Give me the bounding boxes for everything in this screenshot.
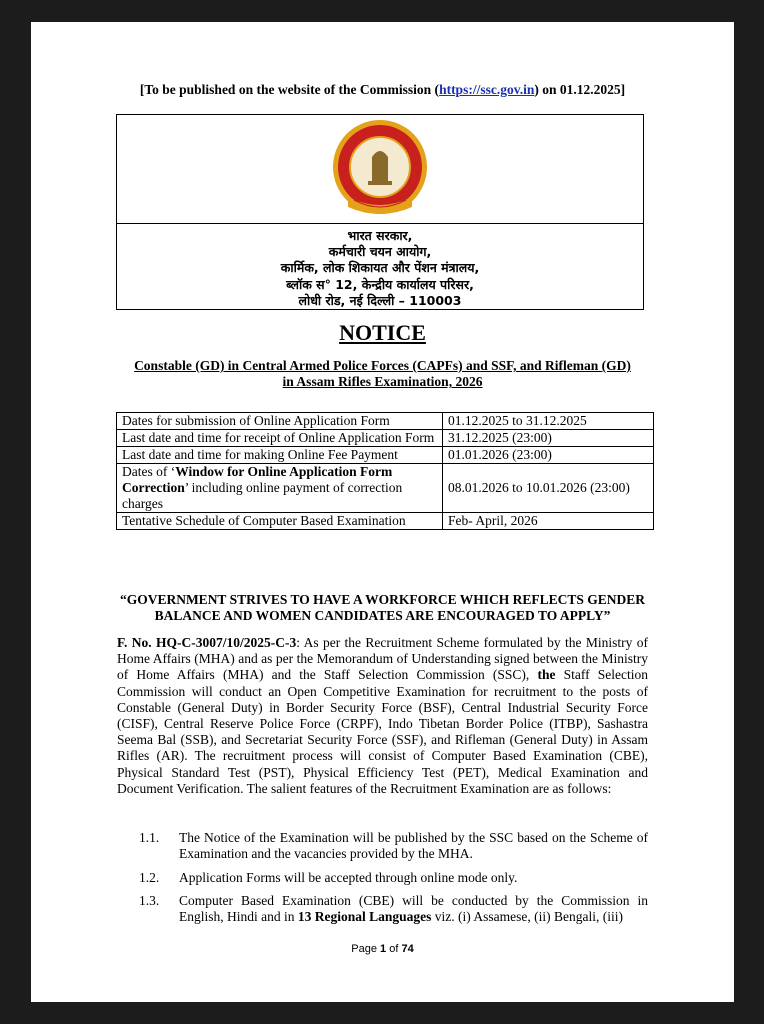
point-text-part: Computer Based Examination (CBE) will be conducted by the Commission in English, Hindi and in	[179, 893, 648, 925]
page-total: 74	[401, 943, 414, 955]
publication-suffix: ) on 01.12.2025]	[534, 82, 626, 97]
point-text: The Notice of the Examination will be published by the SSC based on the Scheme of Examination and the vacancies provided by the MHA.	[179, 830, 648, 862]
schedule-table	[116, 412, 654, 530]
point-number: 1.2.	[139, 870, 160, 885]
schedule-value: 08.01.2026 to 10.01.2026 (23:00)	[443, 464, 654, 513]
schedule-label: Last date and time for receipt of Online Application Form	[117, 430, 443, 447]
schedule-value: 01.01.2026 (23:00)	[443, 447, 654, 464]
schedule-value: Feb- April, 2026	[443, 513, 654, 530]
point-text	[179, 893, 648, 925]
intro-comma: ,	[525, 667, 538, 683]
page-word: Page	[351, 943, 381, 955]
point-text-part: viz. (i) Assamese, (ii) Bengali, (iii)	[431, 909, 623, 925]
schedule-label: Dates for submission of Online Application Form	[117, 413, 443, 430]
exam-title-line: Constable (GD) in Central Armed Police Forces (CAPFs) and SSF, and Rifleman (GD)	[134, 358, 631, 373]
hindi-address	[117, 224, 643, 309]
schedule-value: 01.12.2025 to 31.12.2025	[443, 413, 654, 430]
gender-statement	[31, 592, 734, 624]
label-part: ’ including online payment of correction charges	[122, 480, 403, 511]
table-row	[117, 413, 654, 430]
intro-text: Staff Selection Commission will conduct an Open Competitive Examination for recruitment to the posts of Constable (General Duty) in Border Security Force (BSF), Central Industrial Security Force (CISF), Central Reserve Police Force (CRPF), Indo Tibetan Border Police (ITBP), Sashastra Seema Bal (SSB), and Secretariat Security Force (SSF), and Rifleman (General Duty) in Assam Rifles (AR). The recruitment process will consist of Computer Based Examination (CBE), Physical Standard Test (PST), Physical Efficiency Test (PET), Medical Examination and Document Verification. The salient features of the Recruitment Examination are as follows:	[117, 667, 649, 796]
schedule-label	[117, 464, 443, 513]
point-text: Application Forms will be accepted through online mode only.	[179, 870, 518, 885]
point-number: 1.3.	[139, 893, 160, 908]
ssc-emblem-icon	[328, 117, 432, 221]
address-line: भारत सरकार,	[347, 228, 413, 243]
label-bold: Window for Online Application Form Correction	[122, 464, 393, 495]
list-item	[117, 870, 648, 886]
publication-prefix: [To be published on the website of the Commission (	[139, 82, 440, 97]
statement-line: “GOVERNMENT STRIVES TO HAVE A WORKFORCE WHICH REFLECTS GENDER	[119, 592, 646, 607]
intro-bold-the: the	[537, 667, 556, 683]
point-text-bold: 13 Regional Languages	[297, 909, 432, 925]
document-page	[31, 22, 734, 1002]
file-number: F. No. HQ-C-3007/10/2025-C-3	[117, 635, 297, 650]
list-item	[117, 893, 648, 925]
statement-line: BALANCE AND WOMEN CANDIDATES ARE ENCOURAGED TO APPLY”	[154, 608, 611, 623]
page-footer	[31, 943, 734, 955]
exam-title	[31, 358, 734, 390]
table-row	[117, 464, 654, 513]
ssc-website-link[interactable]: https://ssc.gov.in	[439, 82, 535, 97]
schedule-label: Tentative Schedule of Computer Based Examination	[117, 513, 443, 530]
logo-area	[117, 115, 643, 224]
table-row	[117, 447, 654, 464]
notice-heading: NOTICE	[339, 320, 426, 345]
label-part: Dates of ‘	[122, 464, 176, 479]
intro-paragraph	[117, 635, 648, 797]
table-row	[117, 430, 654, 447]
address-line: लोधी रोड, नई दिल्ली – 110003	[298, 292, 462, 308]
address-line: कार्मिक, लोक शिकायत और पेंशन मंत्रालय,	[280, 260, 480, 276]
address-line: कर्मचारी चयन आयोग,	[328, 244, 432, 260]
point-number: 1.1.	[139, 830, 160, 845]
of-word: of	[386, 943, 402, 955]
schedule-value: 31.12.2025 (23:00)	[443, 430, 654, 447]
table-row	[117, 513, 654, 530]
intro-text: : As per the Recruitment Scheme formulated by the Ministry of Home Affairs (MHA) and as per the Memorandum of Understanding signed between the Ministry of Home Affairs (MHA) and the Staff Selection Commission (SSC)	[117, 635, 648, 683]
address-line: ब्लॉक स° 12, केन्द्रीय कार्यालय परिसर,	[286, 276, 474, 292]
page-number: 1	[380, 943, 387, 955]
exam-title-line: in Assam Rifles Examination, 2026	[282, 374, 483, 389]
list-item	[117, 830, 648, 862]
letterhead-box	[116, 114, 644, 310]
schedule-label: Last date and time for making Online Fee Payment	[117, 447, 443, 464]
publication-note	[31, 82, 734, 98]
